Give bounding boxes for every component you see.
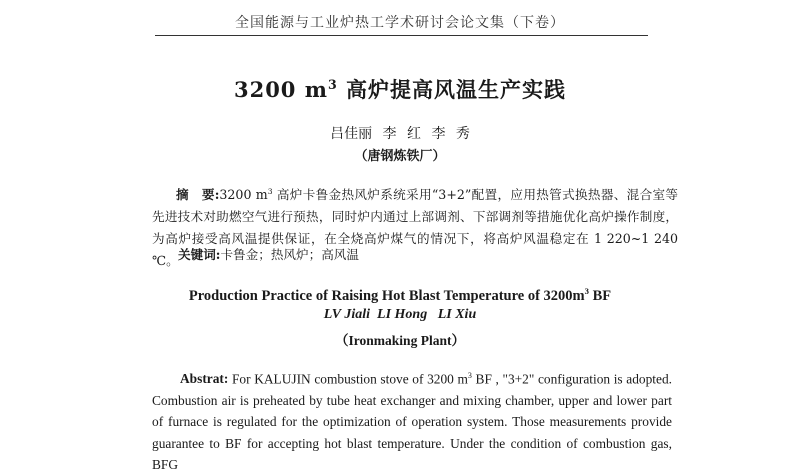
english-abstract: Abstrat: For KALUJIN combustion stove of 3200 $m^3$ BF , "3+2" configuration is adopted. Combustion air is preheated by tube heat exchanger and mixing chamber, upper and lower part of furnace is regulated for the optimization of operation system. Those measurements provide guarantee to BF for accepting hot blast temperature. Under the condition of combustion gas, BFG — [152, 371, 672, 473]
english-authors: LV Jiali LI Hong LI Xiu — [323, 307, 477, 322]
english-abstract-label: Abstrat: — [180, 371, 229, 387]
chinese-abstract-label: 摘 要: — [176, 187, 220, 203]
chinese-authors: 吕佳丽 李 红 李 秀 — [330, 126, 470, 142]
chinese-title: 3200 $m^3$ 高炉提高风温生产实践 — [233, 77, 567, 102]
chinese-affiliation: （唐钢炼铁厂） — [354, 149, 446, 164]
chinese-keywords-label: 关键词: — [178, 247, 221, 262]
header-rule — [155, 35, 648, 36]
english-title: Production Practice of Raising Hot Blast Temperature of $3200m^3$ BF — [188, 286, 612, 304]
chinese-keywords: 关键词:卡鲁金；热风炉；高风温 — [178, 247, 359, 262]
chinese-abstract: 摘 要:3200 $m^3$ 高炉卡鲁金热风炉系统采用“3+2”配置，应用热管式换热器、混合室等先进技术对助燃空气进行预热，同时炉内通过上部调剂、下部调剂等措施优化高炉操作制度，为高炉接受高风温提供保证，在全烧高炉煤气的情况下，将高炉风温稳定在 1 220~1 240 ℃。 — [152, 187, 678, 269]
running-header: 全国能源与工业炉热工学术研讨会论文集（下卷） — [235, 15, 565, 31]
english-affiliation: （Ironmaking Plant） — [335, 333, 465, 348]
